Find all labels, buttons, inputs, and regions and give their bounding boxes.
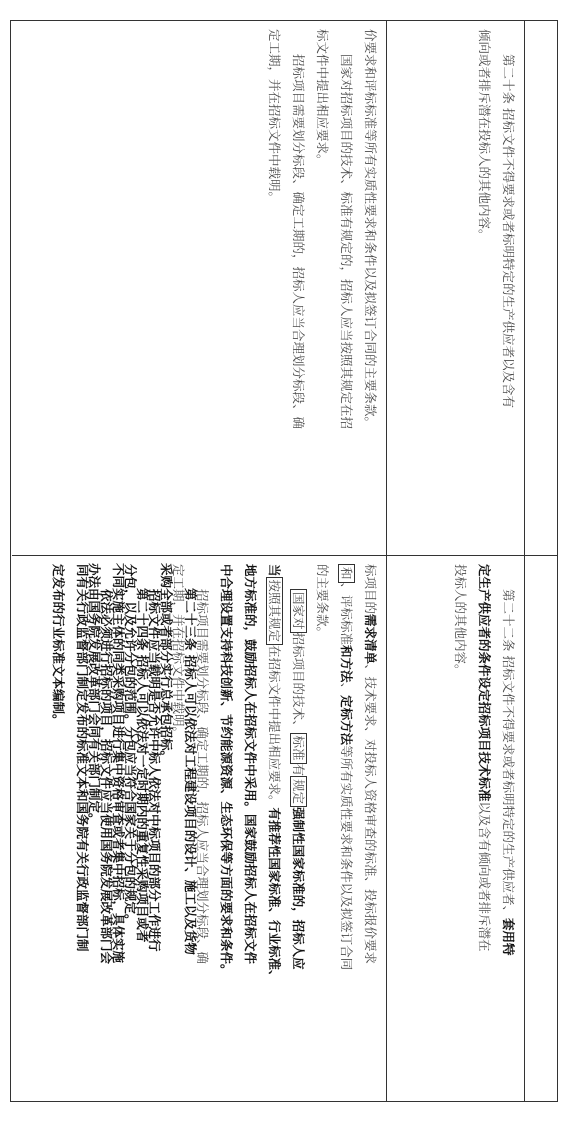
new-line13: 同有关行政监督部门制定发布的标准文本和国务院有关行政监督部门制 <box>75 564 90 952</box>
new-line9: 定工期，并在招标文件中载明。 <box>171 564 186 740</box>
new-line14: 定发布的行业标准文本编制。 <box>51 564 66 727</box>
old-article-20-line2: 倾向或者排斥潜在投标人的其他内容。 <box>477 29 492 242</box>
new-article-24-line2: 不同实施主体的同类采购项目进行集中资格审查或者集中招标，具体实施 <box>111 563 126 964</box>
new-line3: 的主要条款。 <box>315 564 330 640</box>
new-line2: 和、评标标准和方法、定标方法等所有实质性要求和条件以及拟签订合同 <box>334 564 358 1093</box>
new-line10: 招标文件应当载明是否允许中标人依法对中标项目的部分工作进行 <box>147 589 162 952</box>
old-line3: 标文件中提出相应要求。 <box>315 29 330 167</box>
new-article-22-line3: 投标人的其他内容。 <box>453 564 468 677</box>
new-text-cell-empty <box>525 556 557 1101</box>
new-article-22-line1: 第二十二条 招标文件不得要求或者标明特定的生产供应者、套用特 <box>501 589 516 956</box>
old-article-20-line1: 第二十条 招标文件不得要求或者标明特定的生产供应者以及含有 <box>501 54 516 408</box>
new-articles-23-24-cell <box>46 555 206 1100</box>
new-line8: 招标项目需要划分标段、确定工期的，招标人应当合理划分标段、确 <box>195 589 210 965</box>
new-line4: 国家对招标项目的技术、标准有规定强制性国家标准的，招标人应 <box>286 564 310 1093</box>
new-article-22-cell <box>387 556 524 1101</box>
new-article-24-line1: 第二十四条 招标人可以依法对一定时期内的重复性采购项目或者 <box>135 588 150 943</box>
new-line11: 分包，以及允许分包的范围。分包应当符合国家关于分包的规定。 <box>123 564 138 927</box>
new-article-22-line2: 定生产供应者的条件设定招标项目技术标准以及含有倾向或者排斥潜在 <box>477 564 492 952</box>
new-article-23-line2: 采购全部或者部分实行总承包招标。 <box>159 563 174 764</box>
new-line1: 标项目的需求清单、技术要求、对投标人资格审查的标准、投标报价要求 <box>363 564 378 965</box>
old-text-cell-empty <box>525 21 557 556</box>
new-line5: 当按照其规定在招标文件中提出相应要求。有推荐性国家标准、行业标准、 <box>267 564 282 983</box>
old-article-20-cell <box>387 21 524 556</box>
table-row <box>524 21 557 1101</box>
new-article-24-line3: 办法由国务院发展改革部门会同有关部门制定。 <box>87 563 102 826</box>
table-row <box>386 21 524 1101</box>
old-line2: 国家对招标项目的技术、标准有规定的，招标人应当按照其规定在招 <box>339 54 354 430</box>
new-article-23-line1: 第二十三条 招标人可以依法对工程建设项目的设计、施工以及货物 <box>183 588 198 955</box>
old-line4: 招标项目需要划分标段、确定工期的，招标人应当合理划分标段、确 <box>291 54 306 430</box>
new-line7: 中合理设置支持科技创新、节约能源资源、生态环保等方面的要求和条件。 <box>219 564 234 977</box>
new-line6: 地方标准的，鼓励招标人在招标文件中采用。国家鼓励招标人在招标文件 <box>243 564 258 965</box>
old-line5: 定工期，并在招标文件中载明。 <box>267 29 282 205</box>
rotated-new-articles-block <box>0 20 206 1102</box>
new-line12: 依法必须进行招标的项目，招标文件应当使用国务院发展改革部门会 <box>99 589 114 965</box>
old-line1: 价要求和评标标准等所有实质性要求和条件以及拟签订合同的主要条款。 <box>363 29 378 430</box>
